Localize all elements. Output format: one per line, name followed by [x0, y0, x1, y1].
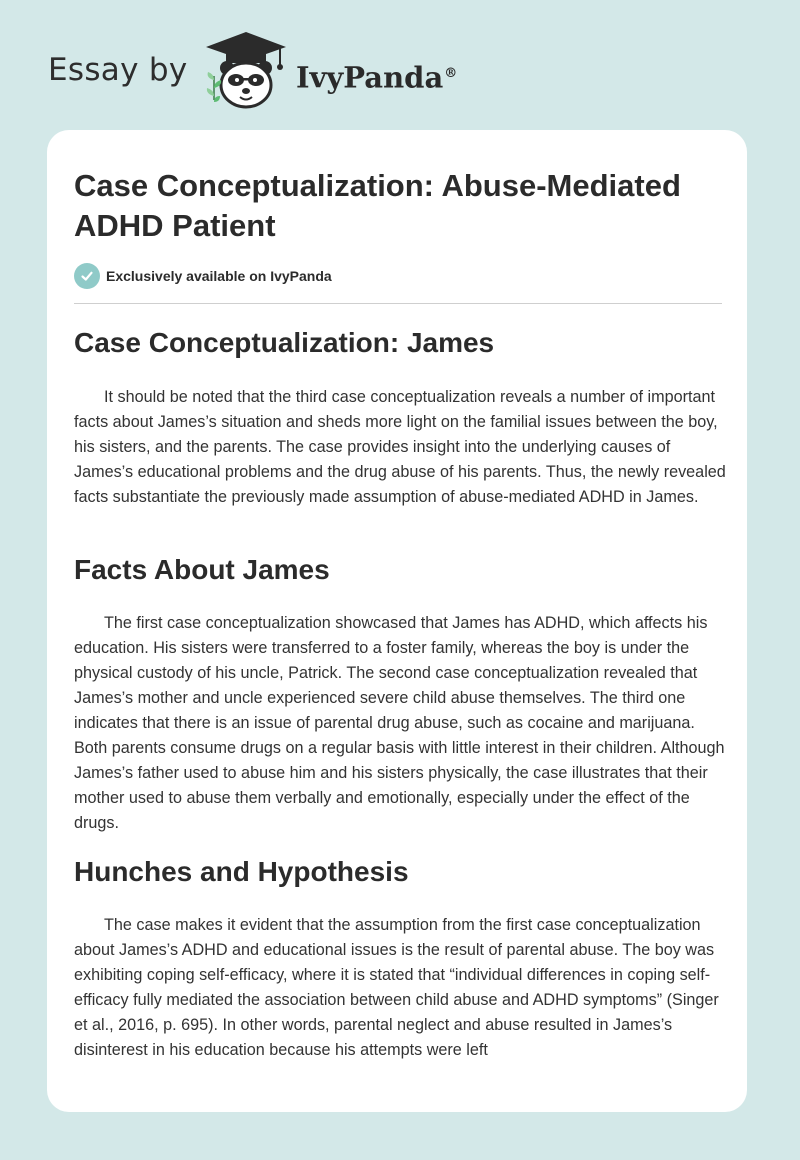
page-title: Case Conceptualization: Abuse-Mediated ADHD Patient: [74, 168, 681, 243]
section-paragraph-facts: The first case conceptualization showcased that James has ADHD, which affects his education. His sisters were transferred to a foster family, whereas the boy is under the physical custody of his uncle, Patrick. The second case conceptualization revealed that James’s mother and uncle experienced severe child abuse themselves. The third one indicates that there is an issue of parental drug abuse, such as cocaine and marijuana. Both parents consume drugs on a regular basis with little interest in their children. Although James’s father used to abuse him and his sisters physically, the case illustrates that their mother used to abuse them verbally and emotionally, especially under the effect of the drugs.: [74, 614, 725, 832]
divider: [74, 303, 722, 304]
article-card: [47, 130, 747, 1112]
section-paragraph-case-conceptualization: It should be noted that the third case conceptualization reveals a number of important facts about James’s situation and sheds more light on the familial issues between the boy, his sisters, and the parents. The case provides insight into the underlying causes of James’s educational problems and the drug abuse of his parents. Thus, the newly revealed facts substantiate the previously made assumption of abuse-mediated ADHD in James.: [74, 388, 726, 506]
section-heading-case-conceptualization: Case Conceptualization: James: [74, 327, 495, 358]
essay-by-label: Essay by: [48, 52, 188, 88]
check-icon: [74, 263, 100, 289]
exclusive-badge: [74, 262, 332, 290]
brand-name[interactable]: [296, 54, 457, 98]
section-heading-hunches: Hunches and Hypothesis: [74, 856, 409, 887]
site-header: [0, 0, 800, 130]
section-heading-facts: Facts About James: [74, 554, 330, 585]
brand-text: IvyPanda: [296, 60, 444, 95]
section-paragraph-hunches: The case makes it evident that the assumption from the first case conceptualization about James’s ADHD and educational issues is the result of parental abuse. The boy was exhibiting coping self-efficacy, where it is stated that “individual differences in coping self-efficacy fully mediated the association between child abuse and ADHD symptoms” (Singer et al., 2016, p. 695). In other words, parental neglect and abuse resulted in James’s disinterest in his education because his attempts were left: [74, 916, 719, 1059]
panda-mascot-icon[interactable]: [200, 30, 292, 112]
badge-label: Exclusively available on IvyPanda: [106, 268, 332, 284]
registered-mark: ®: [444, 66, 458, 81]
